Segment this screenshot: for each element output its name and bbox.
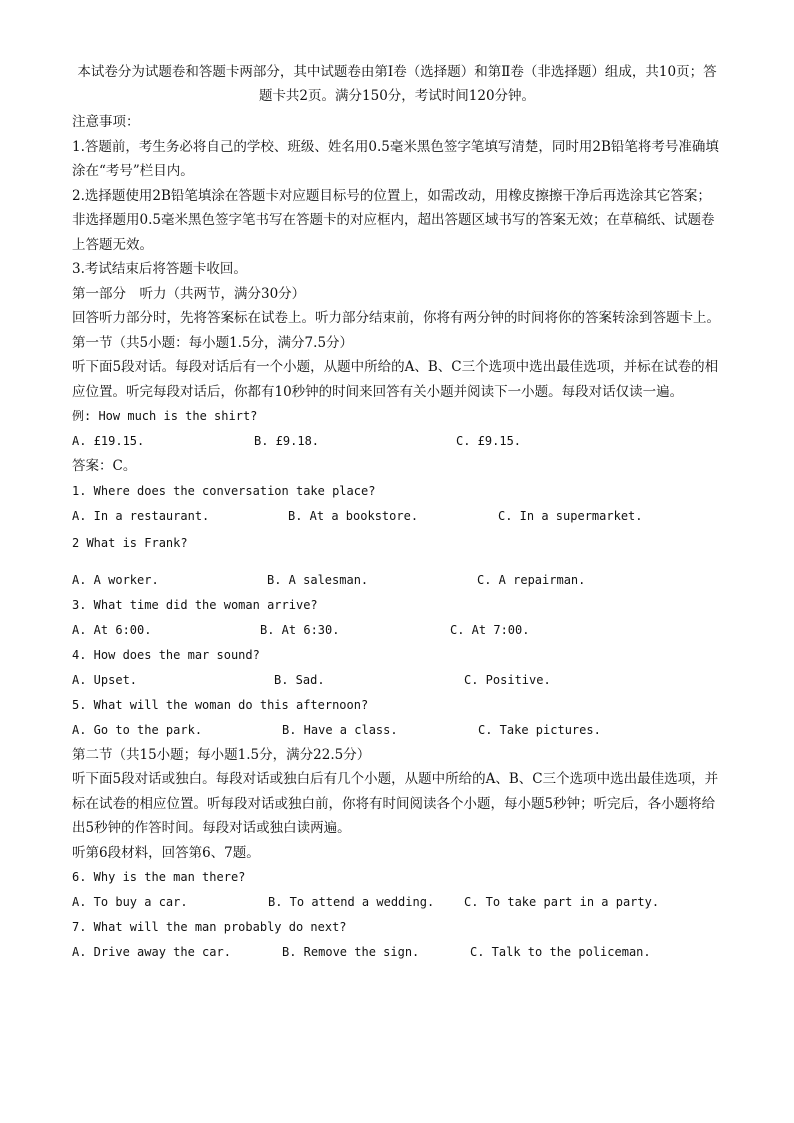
material-note: 听第6段材料，回答第6、7题。: [72, 844, 260, 861]
question-1: 1. Where does the conversation take place?: [72, 483, 376, 498]
question-3: 3. What time did the woman arrive?: [72, 597, 318, 612]
exam-intro: 本试卷分为试题卷和答题卡两部分，其中试题卷由第Ⅰ卷（选择题）和第Ⅱ卷（非选择题）组成，共10页；答题卡共2页。满分150分，考试时间120分钟。: [77, 64, 717, 104]
note-item: 1.答题前，考生务必将自己的学校、班级、姓名用0.5毫米黑色签字笔填写清楚，同时用2B铅笔将考号准确填涂在“考号”栏目内。: [72, 138, 719, 179]
part1-title: 第一部分 听力（共两节，满分30分）: [72, 285, 306, 302]
option-a: A. At 6:00.: [72, 622, 152, 637]
option-b: B. Have a class.: [282, 722, 398, 737]
option-c: C. Positive.: [464, 672, 551, 687]
section2-instruction: 听下面5段对话或独白。每段对话或独白后有几个小题，从题中所给的A、B、C三个选项中选出最佳选项，并标在试卷的相应位置。听每段对话或独白前，你将有时间阅读各个小题，每小题5秒钟；听完后，各小题将给出5秒钟的作答时间。每段对话或独白读两遍。: [72, 771, 719, 836]
section1-title: 第一节（共5小题：每小题1.5分，满分7.5分）: [72, 334, 354, 351]
example-options: [72, 429, 722, 454]
option-a: A. £19.15.: [72, 434, 145, 448]
question-7-options: [72, 940, 722, 965]
question-2: 2 What is Frank?: [72, 535, 188, 550]
question-5-options: [72, 718, 722, 743]
option-c: C. Talk to the policeman.: [470, 945, 651, 959]
option-c: C. Take pictures.: [478, 722, 601, 737]
question-6-options: [72, 890, 722, 915]
option-a: A. Drive away the car.: [72, 945, 231, 959]
option-c: C. £9.15.: [456, 434, 522, 448]
question-3-options: [72, 618, 722, 643]
example-answer: 答案：C。: [72, 458, 137, 474]
option-b: B. At a bookstore.: [288, 508, 419, 523]
option-c: C. A repairman.: [477, 572, 586, 587]
option-b: B. At 6:30.: [260, 622, 340, 637]
question-1-options: [72, 504, 722, 529]
option-b: B. £9.18.: [254, 434, 320, 448]
option-a: A. In a restaurant.: [72, 508, 210, 523]
option-a: A. Upset.: [72, 672, 138, 687]
option-b: B. A salesman.: [267, 572, 369, 587]
option-a: A. A worker.: [72, 572, 159, 587]
option-c: C. To take part in a party.: [464, 895, 660, 909]
question-7: 7. What will the man probably do next?: [72, 920, 347, 934]
question-5: 5. What will the woman do this afternoon?: [72, 697, 369, 712]
section1-instruction: 听下面5段对话。每段对话后有一个小题，从题中所给的A、B、C三个选项中选出最佳选项，并标在试卷的相应位置。听完每段对话后，你都有10秒钟的时间来回答有关小题并阅读下一小题。每段对话仅读一遍。: [72, 359, 719, 400]
option-b: B. Sad.: [274, 672, 325, 687]
option-b: B. To attend a wedding.: [268, 895, 435, 909]
note-item: 3.考试结束后将答题卡收回。: [72, 261, 247, 277]
option-a: A. Go to the park.: [72, 722, 203, 737]
question-4: 4. How does the mar sound?: [72, 647, 260, 662]
option-c: C. In a supermarket.: [498, 508, 643, 523]
example-question: 例: How much is the shirt?: [72, 409, 258, 423]
question-4-options: [72, 668, 722, 693]
option-a: A. To buy a car.: [72, 895, 188, 909]
notes-heading: 注意事项：: [72, 114, 140, 130]
part1-instruction: 回答听力部分时，先将答案标在试卷上。听力部分结束前，你将有两分钟的时间将你的答案转涂到答题卡上。: [72, 310, 720, 326]
note-item: 2.选择题使用2B铅笔填涂在答题卡对应题目标号的位置上，如需改动，用橡皮擦擦干净后再选涂其它答案；非选择题用0.5毫米黑色签字笔书写在答题卡的对应框内，超出答题区域书写的答案无效；在草稿纸、试题卷上答题无效。: [72, 187, 715, 253]
option-b: B. Remove the sign.: [282, 945, 420, 959]
question-2-options: [72, 568, 722, 593]
question-6: 6. Why is the man there?: [72, 870, 246, 884]
exam-page: [72, 60, 722, 965]
option-c: C. At 7:00.: [450, 622, 530, 637]
section2-title: 第二节（共15小题；每小题1.5分，满分22.5分）: [72, 746, 371, 763]
